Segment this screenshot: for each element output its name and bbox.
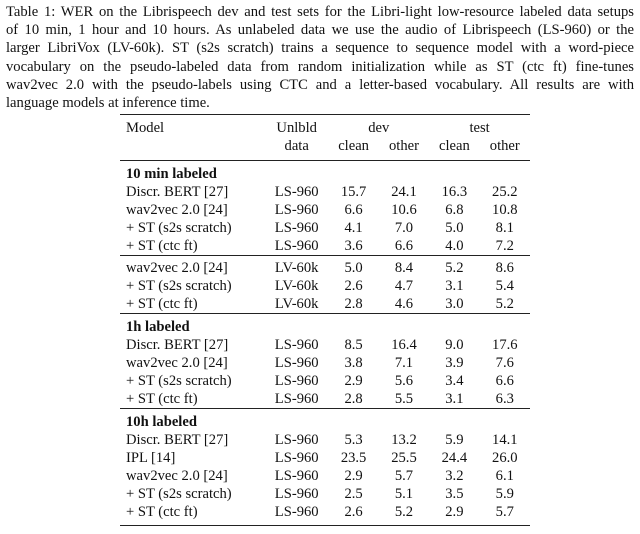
header-model: Model [120, 115, 265, 138]
cell-unlabeled-data: LV-60k [274, 296, 319, 312]
table-row [120, 336, 530, 354]
cell-dev-other: 5.7 [394, 468, 414, 484]
cell-dev-other: 13.2 [391, 432, 417, 448]
cell-dev-clean: 3.6 [344, 238, 363, 254]
cell-test-clean: 9.0 [445, 337, 464, 353]
cell-model: wav2vec 2.0 [24] [126, 202, 228, 218]
cell-dev-clean: 4.1 [344, 220, 363, 236]
cell-test-other: 26.0 [492, 450, 518, 466]
cell-model: IPL [14] [126, 450, 176, 466]
cell-unlabeled-data: LS-960 [274, 184, 319, 200]
cell-test-other: 7.6 [495, 355, 514, 371]
header-test-other: other [480, 137, 530, 161]
table-row [120, 183, 530, 201]
header-unlabeled-line2: data [265, 137, 328, 161]
cell-test-clean: 3.0 [445, 296, 464, 312]
cell-dev-clean: 2.6 [344, 278, 363, 294]
cell-unlabeled-data: LS-960 [274, 238, 319, 254]
cell-dev-clean: 2.9 [344, 373, 363, 389]
table-row [120, 372, 530, 390]
cell-dev-other: 24.1 [391, 184, 417, 200]
cell-dev-other: 10.6 [391, 202, 417, 218]
cell-dev-clean: 3.8 [344, 355, 363, 371]
cell-test-other: 8.6 [480, 256, 530, 278]
cell-test-other: 25.2 [492, 184, 518, 200]
cell-test-clean: 24.4 [441, 450, 468, 466]
cell-test-clean: 5.0 [445, 220, 464, 236]
cell-test-clean: 3.9 [445, 355, 464, 371]
cell-model: wav2vec 2.0 [24] [126, 468, 228, 484]
header-unlabeled-line1: Unlbld [265, 115, 328, 138]
cell-dev-other: 5.6 [394, 373, 414, 389]
cell-model: + ST (ctc ft) [126, 238, 198, 254]
cell-test-other: 5.2 [495, 296, 514, 312]
section-header-row [120, 161, 530, 184]
cell-unlabeled-data: LV-60k [265, 256, 328, 278]
table-row [120, 390, 530, 409]
cell-test-other: 8.1 [495, 220, 514, 236]
cell-test-clean: 2.9 [429, 503, 479, 526]
cell-test-other: 5.7 [480, 503, 530, 526]
cell-test-other: 5.9 [495, 486, 514, 502]
table-header [120, 115, 530, 161]
table-row [120, 295, 530, 314]
cell-test-clean: 3.1 [445, 391, 464, 407]
table-body [120, 161, 530, 526]
table-row [120, 201, 530, 219]
cell-dev-other: 8.4 [379, 256, 429, 278]
table-row [120, 256, 530, 278]
cell-test-other: 6.1 [495, 468, 514, 484]
cell-test-other: 6.3 [495, 391, 514, 407]
cell-dev-clean: 2.8 [344, 391, 363, 407]
cell-dev-clean: 23.5 [340, 450, 367, 466]
cell-test-clean: 3.2 [445, 468, 464, 484]
cell-dev-clean: 5.3 [344, 432, 363, 448]
cell-dev-other: 4.7 [394, 278, 414, 294]
cell-unlabeled-data: LS-960 [274, 220, 319, 236]
section-title: 10 min labeled [126, 166, 217, 182]
cell-model: + ST (ctc ft) [126, 296, 198, 312]
cell-test-clean: 3.4 [445, 373, 464, 389]
cell-test-other: 7.2 [495, 238, 514, 254]
table-row [120, 237, 530, 256]
cell-model: + ST (s2s scratch) [126, 373, 232, 389]
caption-line: vocabulary on the pseudo-labeled data from random initialization while as ST (ctc ft) fine-tunes [6, 58, 634, 75]
caption-line: language models at inference time. [6, 95, 210, 112]
cell-dev-clean: 6.6 [344, 202, 363, 218]
cell-dev-clean: 15.7 [340, 184, 367, 200]
cell-test-clean: 5.9 [445, 432, 464, 448]
cell-model: Discr. BERT [27] [126, 337, 229, 353]
section-title: 10h labeled [120, 409, 530, 432]
cell-test-clean: 6.8 [445, 202, 464, 218]
cell-dev-clean: 2.6 [328, 503, 378, 526]
table-row [120, 503, 530, 526]
cell-model: + ST (s2s scratch) [126, 220, 232, 236]
caption-line: larger LibriVox (LV-60k). ST (s2s scratch) trains a sequence to sequence model with a word-piece [6, 40, 634, 57]
header-test-clean: clean [429, 137, 479, 161]
cell-test-other: 5.4 [495, 278, 514, 294]
cell-dev-other: 7.0 [394, 220, 414, 236]
cell-model: + ST (s2s scratch) [126, 278, 232, 294]
header-dev-clean: clean [328, 137, 378, 161]
cell-model: + ST (ctc ft) [120, 503, 265, 526]
cell-dev-other: 25.5 [391, 450, 417, 466]
cell-dev-clean: 5.0 [328, 256, 378, 278]
header-dev-other: other [379, 137, 429, 161]
table-row [120, 354, 530, 372]
cell-dev-other: 5.1 [394, 486, 414, 502]
header-dev [328, 115, 429, 138]
cell-unlabeled-data: LS-960 [274, 391, 319, 407]
cell-unlabeled-data: LV-60k [274, 278, 319, 294]
table-row [120, 219, 530, 237]
cell-dev-clean: 2.5 [344, 486, 363, 502]
cell-dev-other: 7.1 [394, 355, 414, 371]
cell-dev-clean: 2.8 [344, 296, 363, 312]
cell-test-other: 6.6 [495, 373, 514, 389]
cell-model: Discr. BERT [27] [126, 184, 229, 200]
cell-test-other: 14.1 [492, 432, 518, 448]
cell-dev-clean: 2.9 [344, 468, 363, 484]
cell-model: Discr. BERT [27] [126, 432, 229, 448]
table-row [120, 485, 530, 503]
header-dev-label: dev [368, 120, 390, 136]
cell-test-clean: 16.3 [441, 184, 468, 200]
cell-dev-other: 5.5 [394, 391, 414, 407]
cell-unlabeled-data: LS-960 [274, 486, 319, 502]
cell-model: + ST (s2s scratch) [126, 486, 232, 502]
caption-line: of 10 min, 1 hour and 10 hours. As unlabeled data we use the audio of Librispeech (LS-960) or the [6, 22, 634, 39]
section-title: 1h labeled [120, 314, 530, 337]
cell-unlabeled-data: LS-960 [274, 373, 319, 389]
cell-test-other: 10.8 [492, 202, 518, 218]
cell-unlabeled-data: LS-960 [274, 468, 319, 484]
cell-unlabeled-data: LS-960 [274, 202, 319, 218]
cell-model: wav2vec 2.0 [24] [126, 355, 228, 371]
cell-model: + ST (ctc ft) [126, 391, 198, 407]
cell-unlabeled-data: LS-960 [265, 503, 328, 526]
caption-line: Table 1: WER on the Librispeech dev and test sets for the Libri-light low-resource labeled data setups [6, 4, 634, 20]
header-test [429, 115, 530, 138]
cell-unlabeled-data: LS-960 [274, 355, 319, 371]
cell-dev-other: 5.2 [379, 503, 429, 526]
cell-dev-other: 16.4 [391, 337, 417, 353]
table-caption [6, 3, 634, 112]
table-row [120, 277, 530, 295]
cell-unlabeled-data: LS-960 [274, 432, 319, 448]
cell-test-clean: 3.5 [445, 486, 464, 502]
cell-dev-clean: 8.5 [344, 337, 363, 353]
cell-unlabeled-data: LS-960 [274, 337, 319, 353]
cell-test-other: 17.6 [492, 337, 518, 353]
cell-test-clean: 5.2 [429, 256, 479, 278]
table-row [120, 467, 530, 485]
table-row [120, 449, 530, 467]
cell-dev-other: 4.6 [394, 296, 414, 312]
table-row [120, 431, 530, 449]
cell-test-clean: 4.0 [445, 238, 464, 254]
header-test-label: test [469, 120, 490, 136]
cell-test-clean: 3.1 [445, 278, 464, 294]
cell-unlabeled-data: LS-960 [274, 450, 319, 466]
caption-line: wav2vec 2.0 with the pseudo-labels using CTC and a letter-based vocabulary. All results are with [6, 76, 634, 93]
section-header-row [120, 409, 530, 432]
section-header-row [120, 314, 530, 337]
cell-dev-other: 6.6 [394, 238, 414, 254]
header-model-blank [120, 137, 265, 161]
wer-table [120, 114, 530, 526]
cell-model: wav2vec 2.0 [24] [120, 256, 265, 278]
